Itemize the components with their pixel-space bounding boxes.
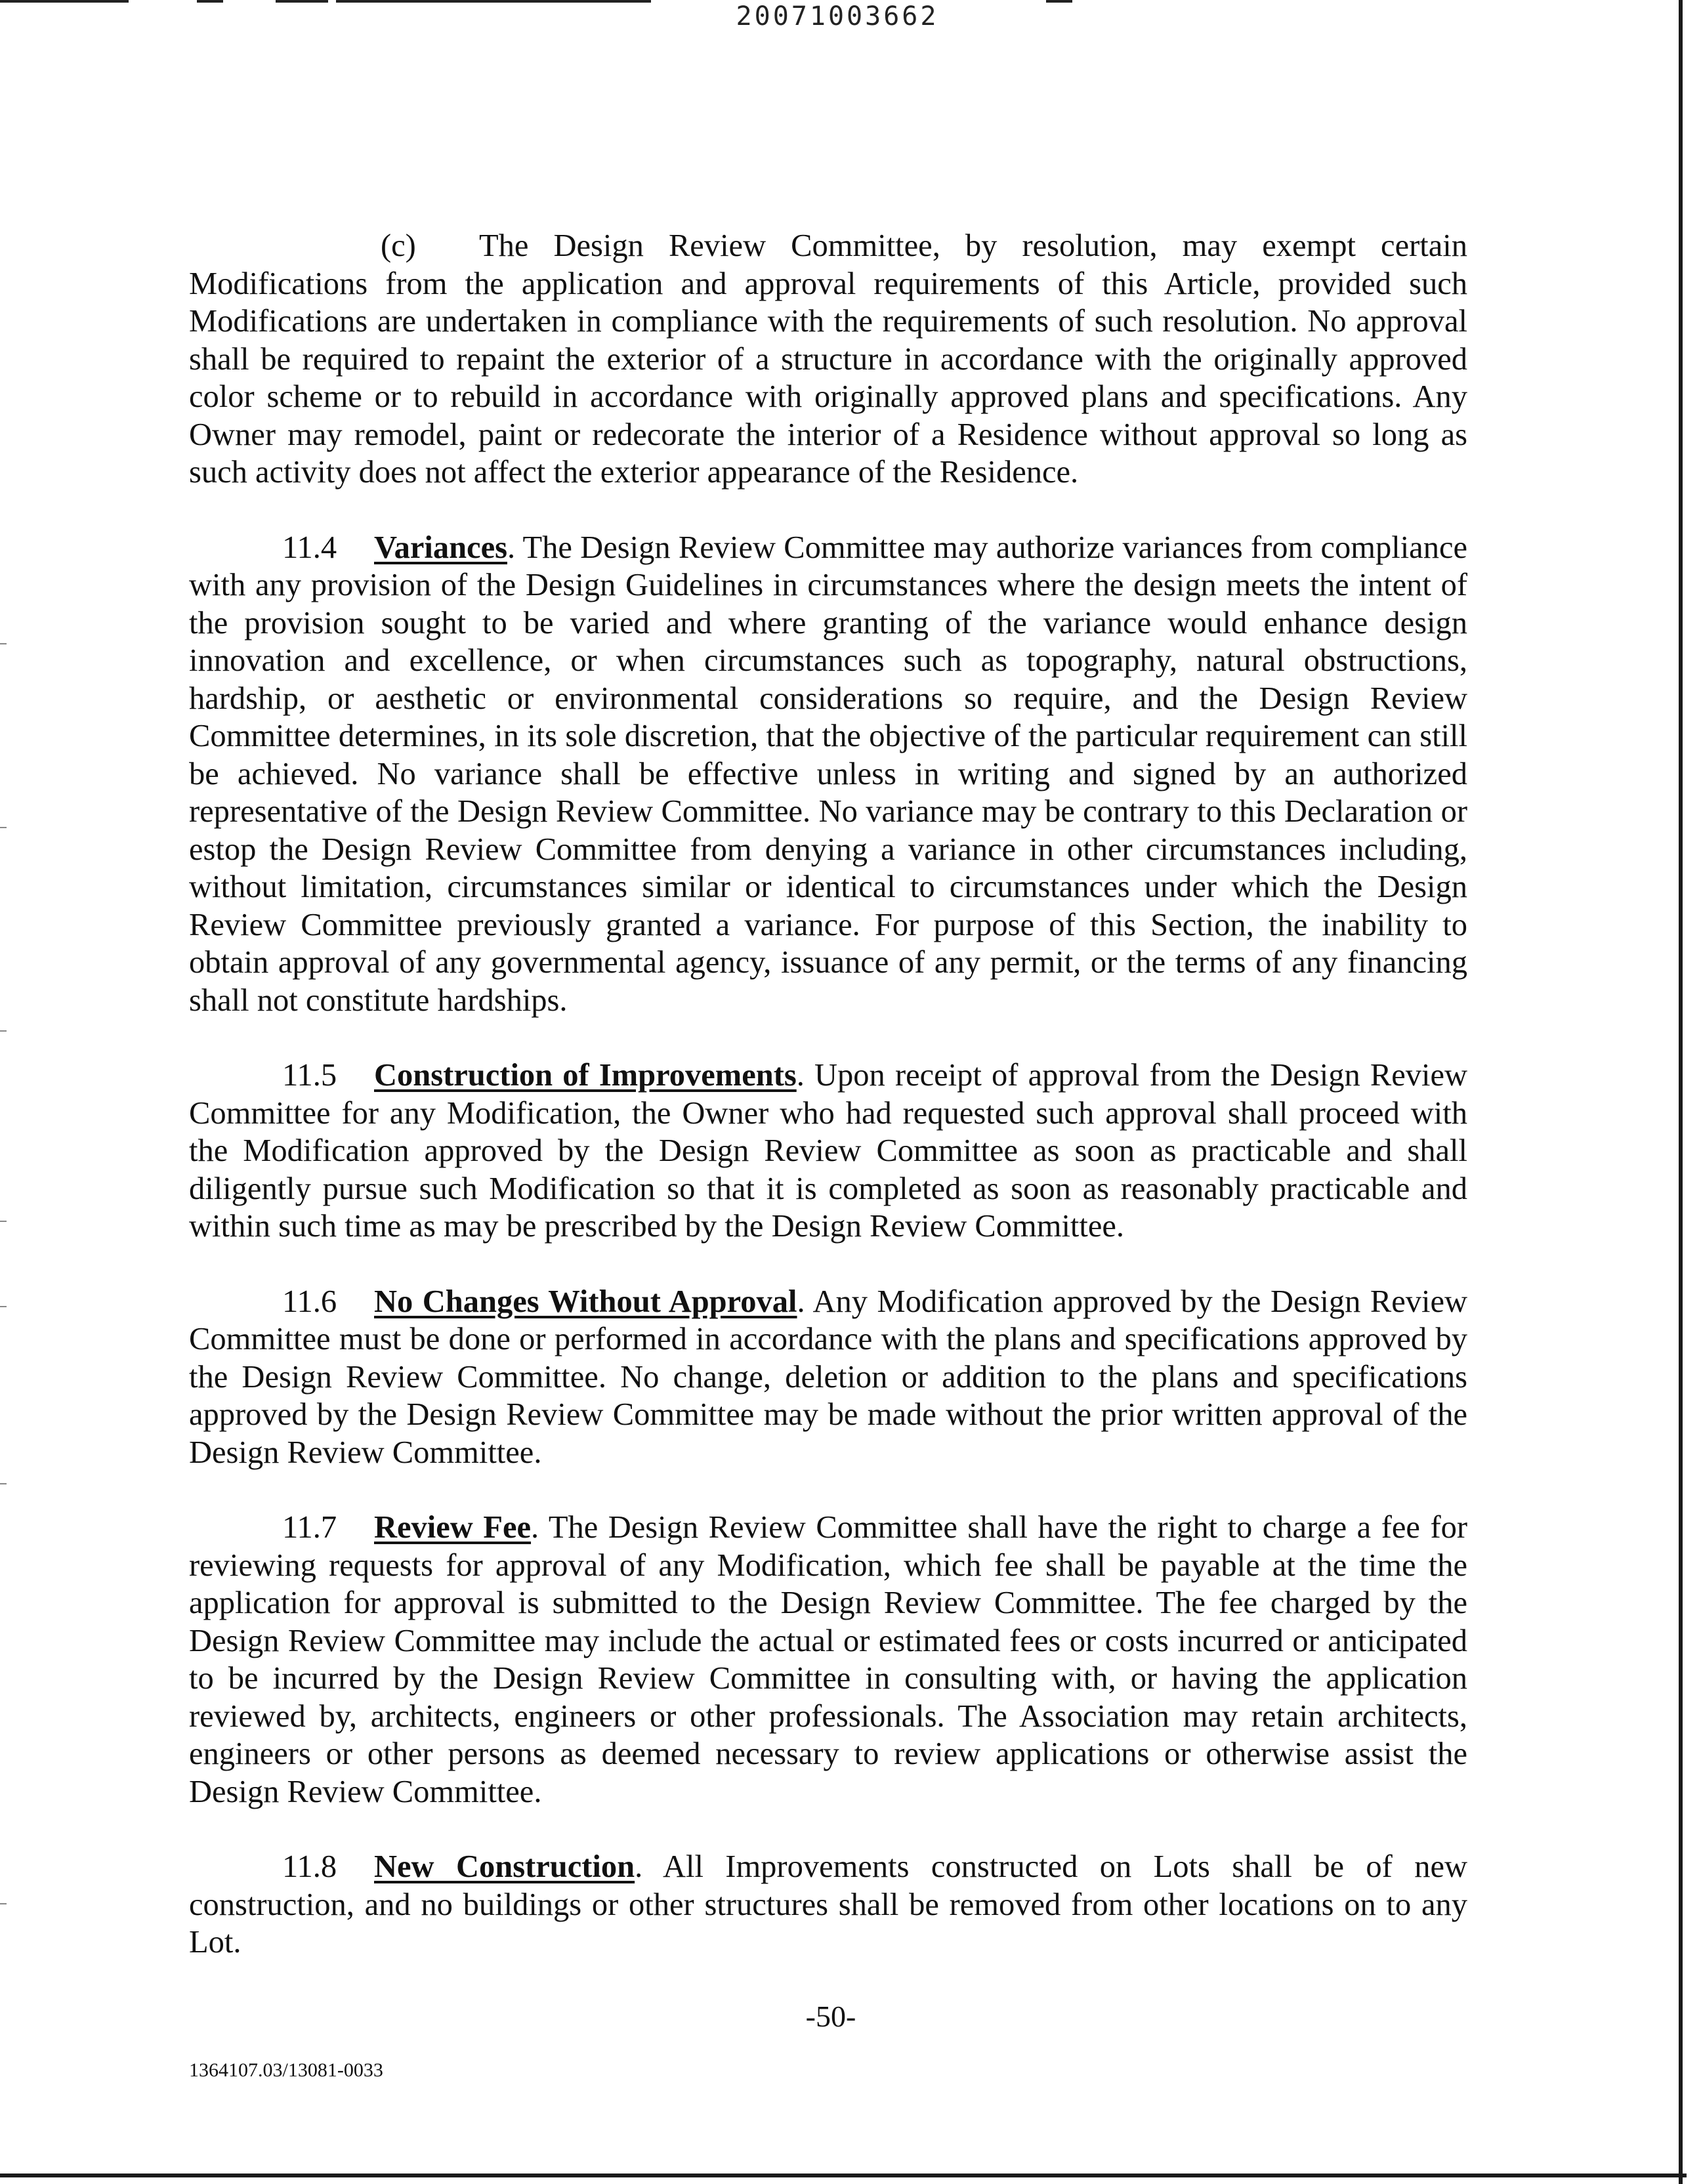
section-heading: New Construction: [374, 1849, 635, 1884]
paragraph-text: . The Design Review Committee may authorize variances from compliance with any provision of the Design Guidelines in circumstances where the design meets the intent of the provision sought to be varied and where granting of the variance would enhance design innovation and excellence, or when circumstances such as topography, natural obstructions, hardship, or aesthetic or environmental considerations so require, and the Design Review Committee determines, in its sole discretion, that the objective of the particular requirement can still be achieved. No variance shall be effective unless in writing and signed by an authorized representative of the Design Review Committee. No variance may be contrary to this Declaration or estop the Design Review Committee from denying a variance in other circumstances including, without limitation, circumstances similar or identical to circumstances under which the Design Review Committee previously granted a variance. For purpose of this Section, the inability to obtain approval of any governmental agency, issuance of any permit, or the terms of any financing shall not constitute hardships.: [189, 530, 1467, 1018]
paragraph-11-5: [189, 1057, 1467, 1246]
section-heading: Variances: [374, 530, 507, 565]
paragraph-11-4: [189, 529, 1467, 1020]
paragraph-number: 11.4: [282, 530, 337, 565]
paragraph-text: . Upon receipt of approval from the Design Review Committee for any Modification, the Owner who had requested such approval shall proceed with the Modification approved by the Design Review Committee as soon as practicable and shall diligently pursue such Modification so that it is completed as soon as reasonably practicable and within such time as may be prescribed by the Design Review Committee.: [189, 1058, 1468, 1244]
paragraph-text: . Any Modification approved by the Design Review Committee must be done or performed in accordance with the plans and specifications approved by the Design Review Committee. No change, deletion or addition to the plans and specifications approved by the Design Review Committee may be made without the prior written approval of the Design Review Committee.: [189, 1284, 1467, 1470]
paragraph-number: 11.6: [282, 1284, 337, 1319]
footer-document-id: 1364107.03/13081-0033: [189, 2059, 383, 2081]
paragraph-number: 11.5: [282, 1058, 337, 1093]
paragraph-number: 11.7: [282, 1510, 337, 1545]
paragraph-c: [189, 227, 1467, 492]
paragraph-number: 11.8: [282, 1849, 337, 1884]
paragraph-number: (c): [381, 228, 416, 263]
document-number: 20071003662: [736, 1, 939, 32]
section-heading: Review Fee: [374, 1510, 532, 1545]
page-number: -50-: [805, 2000, 856, 2033]
paragraph-11-8: [189, 1848, 1467, 1962]
scan-right-border: [1679, 0, 1683, 2184]
paragraph-11-6: [189, 1283, 1467, 1472]
section-heading: Construction of Improvements: [374, 1058, 797, 1093]
section-heading: No Changes Without Approval: [374, 1284, 797, 1319]
paragraph-text: . The Design Review Committee shall have the right to charge a fee for reviewing requests for approval of any Modification, which fee shall be payable at the time the application for approval is submitted to the Design Review Committee. The fee charged by the Design Review Committee may include the actual or estimated fees or costs incurred or anticipated to be incurred by the Design Review Committee in consulting with, or having the application reviewed by, architects, engineers or other professionals. The Association may retain architects, engineers or other persons as deemed necessary to review applications or otherwise assist the Design Review Committee.: [189, 1510, 1467, 1809]
paragraph-11-7: [189, 1509, 1467, 1811]
document-body: [189, 227, 1467, 1999]
scan-bottom-border: [0, 2174, 1687, 2177]
paragraph-text: . All Improvements constructed on Lots shall be of new construction, and no buildings or other structures shall be removed from other locations on to any Lot.: [189, 1849, 1467, 1960]
paragraph-text: The Design Review Committee, by resolution, may exempt certain Modifications from the application and approval requirements of this Article, provided such Modifications are undertaken in compliance with the requirements of such resolution. No approval shall be required to repaint the exterior of a structure in accordance with the originally approved color scheme or to rebuild in accordance with originally approved plans and specifications. Any Owner may remodel, paint or redecorate the interior of a Residence without approval so long as such activity does not affect the exterior appearance of the Residence.: [189, 228, 1467, 490]
